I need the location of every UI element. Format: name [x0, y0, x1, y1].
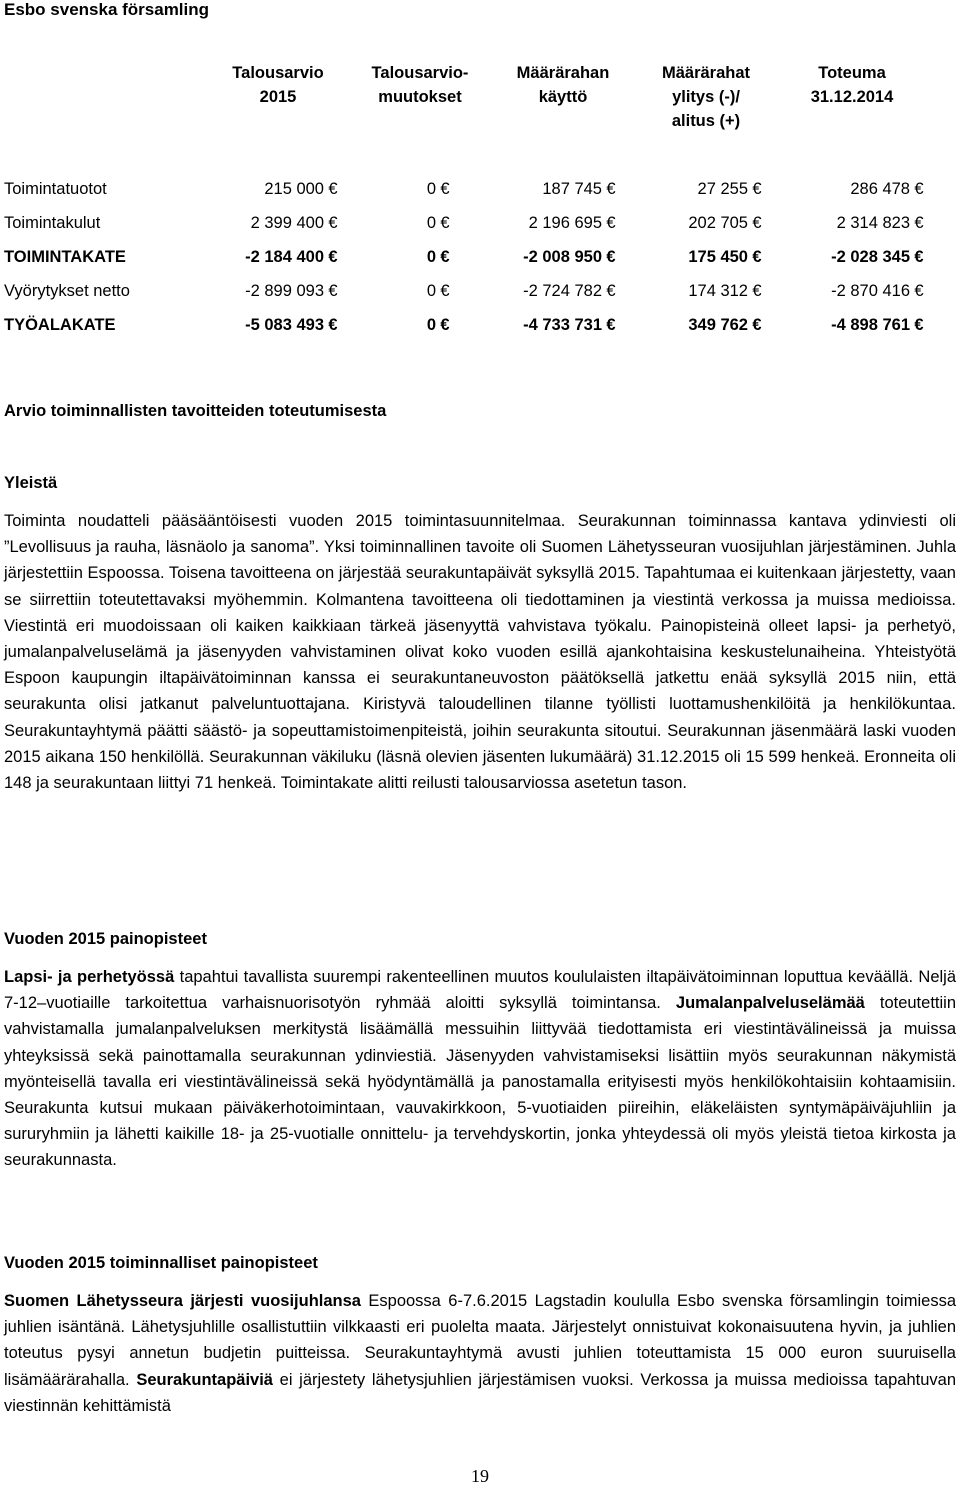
- euro-icon: €: [914, 282, 924, 300]
- euro-icon: €: [328, 316, 338, 334]
- evaluation-heading: Arvio toiminnallisten tavoitteiden toteutumisesta: [4, 402, 387, 420]
- euro-icon: €: [440, 316, 450, 334]
- table-cell: -2 899 093 €: [204, 274, 342, 308]
- euro-icon: €: [328, 214, 338, 232]
- row-label: Toimintatuotot: [4, 180, 107, 198]
- euro-icon: €: [606, 248, 616, 266]
- table-cell: 174 312 €: [620, 274, 766, 308]
- table-cell: 2 314 823 €: [766, 206, 928, 240]
- euro-icon: €: [752, 282, 762, 300]
- table-cell: 175 450 €: [620, 240, 766, 274]
- table-cell: -2 008 950 €: [454, 240, 620, 274]
- focus-heading: Vuoden 2015 painopisteet: [4, 930, 207, 948]
- table-cell: -5 083 493 €: [204, 308, 342, 342]
- table-cell: -2 870 416 €: [766, 274, 928, 308]
- table-cell: 215 000 €: [204, 172, 342, 206]
- euro-icon: €: [914, 316, 924, 334]
- column-header-budget-changes: Talousarvio- muutokset: [371, 64, 469, 106]
- functional-bold-lead-2: Seurakuntapäiviä: [136, 1370, 273, 1389]
- table-cell: 286 478 €: [766, 172, 928, 206]
- euro-icon: €: [440, 282, 450, 300]
- column-header-over-under: Määrärahat ylitys (-)/ alitus (+): [661, 64, 751, 130]
- focus-text-1: tapahtui tavallista suurempi rakenteellinen muutos koululaisten iltapäivätoiminnan loputtua keväällä. Neljä 7-12–vuotiaille tarkoitettua varhaisnuorisotyön ryhmää aloitti syksyllä toimintansa.: [4, 968, 957, 1013]
- table-cell: -4 898 761 €: [766, 308, 928, 342]
- column-header-budget-2015: Talousarvio 2015: [232, 64, 324, 106]
- functional-text-2: ei järjestety lähetysjuhlien järjestämisen vuoksi. Verkossa ja muissa medioissa tapahtuvan viestinnän kehittämistä: [4, 1370, 956, 1415]
- focus-text-2: toteutettiin vahvistamalla jumalanpalveluksen merkitystä lisäämällä messuihin liittyvää tiedottamista eri viestintävälineissä ja muissa yhteyksissä sekä painottamalla seurakunnan ydinviestiä. Jäsenyyden vahvistamiseksi lisättiin myös seurakunnan näkymistä myönteisellä tavalla eri viestintävälineissä sekä hyödyntämällä ja panostamalla erityisesti myös henkilökohtaisiin kohtaamisiin. Seurakunta kutsui mukaan päiväkerhotoimintaan, vauvakirkkoon, 5-vuotiaiden piireihin, eläkeläisten syntymäpäiväjuhliin ja sururyhmiin ja lähetti kaikille 18- ja 25-vuotialle onnittelu- ja tervehdyskortin, jonka yhteydessä oli myös yleistä tietoa kirkosta ja seurakunnasta.: [4, 994, 956, 1170]
- page-number: 19: [471, 1466, 489, 1486]
- table-row: [4, 240, 928, 274]
- euro-icon: €: [914, 214, 924, 232]
- euro-icon: €: [328, 282, 338, 300]
- table-cell: 2 196 695 €: [454, 206, 620, 240]
- functional-text-1: Espoossa 6-7.6.2015 Lagstadin koululla Esbo svenska församlingin toimiessa juhlien isäntänä. Lähetysjuhlille osallistuttiin vilkkaasti eri puolelta maata. Järjestelyt onnistuivat kokonaisuutena hyvin, ja juhlien toteutus pysyi annetun budjetin puitteissa. Seurakuntayhtymä avusti juhlien toteuttamista 15 000 euron suuruisella lisämäärärahalla.: [4, 1292, 956, 1389]
- budget-table: [4, 172, 928, 342]
- euro-icon: €: [752, 180, 762, 198]
- column-header-actual-2014: Toteuma 31.12.2014: [810, 64, 894, 106]
- table-row: [4, 274, 928, 308]
- table-cell: -4 733 731 €: [454, 308, 620, 342]
- focus-bold-lead-2: Jumalanpalveluselämää: [675, 994, 865, 1013]
- focus-paragraph: [4, 964, 956, 1174]
- table-cell: 0 €: [342, 240, 454, 274]
- table-cell: -2 028 345 €: [766, 240, 928, 274]
- organization-title: Esbo svenska församling: [4, 0, 210, 19]
- focus-bold-lead-1: Lapsi- ja perhetyössä: [4, 968, 175, 986]
- euro-icon: €: [328, 248, 338, 266]
- euro-icon: €: [914, 180, 924, 198]
- euro-icon: €: [440, 214, 450, 232]
- table-cell: 27 255 €: [620, 172, 766, 206]
- table-cell: -2 724 782 €: [454, 274, 620, 308]
- euro-icon: €: [328, 180, 338, 198]
- table-cell: -2 184 400 €: [204, 240, 342, 274]
- euro-icon: €: [752, 214, 762, 232]
- column-header-appropriation-use: Määrärahan käyttö: [516, 64, 610, 106]
- table-cell: 187 745 €: [454, 172, 620, 206]
- table-cell: 202 705 €: [620, 206, 766, 240]
- general-paragraph: Toiminta noudatteli pääsääntöisesti vuoden 2015 toimintasuunnitelmaa. Seurakunnan toiminnassa kantava ydinviesti oli ”Levollisuus ja rauha, läsnäolo ja sanoma”. Yksi toiminnallinen tavoite oli Suomen Lähetysseuran vuosijuhlan järjestäminen. Juhla järjestettiin Espoossa. Toisena tavoitteena on järjestää seurakuntapäivät syksyllä 2015. Tapahtumaa ei kuitenkaan järjestetty, vaan se siirrettiin toteutettavaksi myöhemmin. Kolmantena tavoitteena oli tiedottaminen ja viestintä verkossa ja muissa medioissa. Viestintä eri muodoissaan oli kaiken kaikkiaan tärkeä jäsenyyttä vahvistava työkalu. Painopisteinä olleet lapsi- ja perhetyö, jumalanpalveluselämä ja jäsenyyden vahvistaminen olivat koko vuoden esillä ajankohtaisina keskustelunaiheina. Yhteistyötä Espoon kaupungin iltapäivätoiminnan kanssa ei seurakuntaneuvoston päätöksellä jatkettu enää syksyllä 2015 niin, että seurakunta olisi jatkanut palveluntuottajana. Kiristyvä taloudellinen tilanne työllisti luottamushenkilöitä ja henkilökuntaa. Seurakuntayhtymä päätti säästö- ja sopeuttamistoimenpiteistä, joihin seurakunta sitoutui. Seurakunnan jäsenmäärä laski vuoden 2015 aikana 150 henkilöllä. Seurakunnan väkiluku (läsnä olevien jäsenten lukumäärä) 31.12.2015 oli 15 599 henkeä. Eronneita oli 148 ja seurakuntaan liittyi 71 henkeä. Toimintakate alitti reilusti talousarviossa asetetun tason.: [4, 512, 956, 793]
- row-label: TYÖALAKATE: [4, 316, 116, 334]
- table-row: [4, 206, 928, 240]
- functional-heading: Vuoden 2015 toiminnalliset painopisteet: [4, 1254, 318, 1272]
- table-row: [4, 172, 928, 206]
- euro-icon: €: [440, 180, 450, 198]
- euro-icon: €: [606, 180, 616, 198]
- functional-paragraph: [4, 1288, 956, 1419]
- euro-icon: €: [606, 214, 616, 232]
- euro-icon: €: [914, 248, 924, 266]
- row-label: Toimintakulut: [4, 214, 101, 232]
- table-cell: 0 €: [342, 172, 454, 206]
- table-cell: 0 €: [342, 206, 454, 240]
- table-cell: 0 €: [342, 274, 454, 308]
- euro-icon: €: [752, 248, 762, 266]
- table-row: [4, 308, 928, 342]
- row-label: Vyörytykset netto: [4, 282, 130, 300]
- row-label: TOIMINTAKATE: [4, 248, 126, 266]
- table-cell: 0 €: [342, 308, 454, 342]
- general-heading: Yleistä: [4, 474, 58, 492]
- euro-icon: €: [752, 316, 762, 334]
- table-cell: 349 762 €: [620, 308, 766, 342]
- table-cell: 2 399 400 €: [204, 206, 342, 240]
- functional-bold-lead-1: Suomen Lähetysseura järjesti vuosijuhlansa: [4, 1292, 361, 1310]
- euro-icon: €: [606, 282, 616, 300]
- euro-icon: €: [440, 248, 450, 266]
- euro-icon: €: [606, 316, 616, 334]
